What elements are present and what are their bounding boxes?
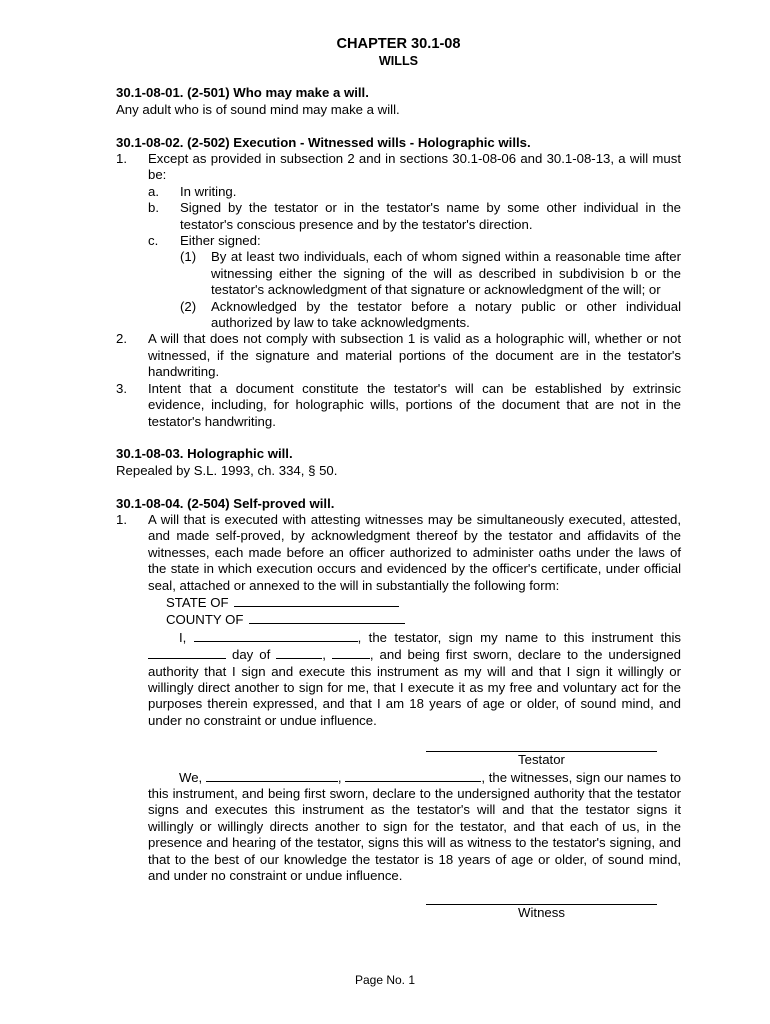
list-item (116, 381, 681, 430)
testator-label: Testator (518, 752, 565, 768)
witness-signature-line (426, 890, 657, 905)
section-text-01: Any adult who is of sound mind may make a will. (116, 101, 400, 117)
item-text: Either signed: (180, 233, 261, 249)
item-text: Acknowledged by the testator before a notary public or other individual authorized by law to take acknowledgments. (211, 298, 681, 331)
day-blank (148, 646, 226, 659)
testator-name-blank (194, 629, 358, 642)
testator-declaration (148, 629, 681, 729)
list-item (116, 151, 681, 184)
testator-i: I, (179, 629, 187, 645)
item-letter: a. (148, 183, 159, 199)
list-item (116, 331, 681, 380)
item-subnumber: (1) (180, 249, 197, 265)
list-item (148, 184, 681, 200)
month-blank (276, 646, 322, 659)
item-text: Intent that a document constitute the testator's will can be established by extrinsic evidence, including, for holographic wills, portions of the document that are not in the testator's handwriting. (148, 380, 681, 429)
date-comma: , (322, 647, 332, 663)
section-heading-04: 30.1-08-04. (2-504) Self-proved will. (116, 495, 335, 511)
item-text: Except as provided in subsection 2 and in sections 30.1-08-06 and 30.1-08-13, a will must be: (148, 151, 681, 183)
witness-text: , the witnesses, sign our names to this instrument, and being first sworn, declare to the undersigned authority that the testator signs and executes this instrument as the testator's will and that the testator signs it willingly or willingly directs another to sign for the testator, and that each of us, in the presence and hearing of the testator, signs this will as witness to the testator's signing, and that to the best of our knowledge the testator is 18 years of age or older, of sound mind, and under no constraint or undue influence. (148, 769, 681, 884)
witness1-blank (206, 769, 338, 782)
list-item (148, 200, 681, 233)
testator-part2: , and being first sworn, declare to the undersigned authority that I sign and execute this instrument as my will and that I sign it willingly or willingly direct another to sign for me, that I execute it as my free and voluntary act for the purposes therein expressed, and that I am 18 years of age or older, of sound mind, and under no constraint or undue influence. (148, 647, 681, 728)
section-text-03: Repealed by S.L. 1993, ch. 334, § 50. (116, 462, 338, 478)
list-item (180, 249, 681, 298)
day-of-text: day of (226, 647, 277, 663)
item-number: 2. (116, 331, 127, 347)
testator-part1: , the testator, sign my name to this instrument this (357, 629, 681, 645)
state-line (148, 594, 681, 611)
list-item (116, 512, 681, 729)
item-number: 1. (116, 511, 127, 527)
witness-label: Witness (518, 905, 565, 921)
state-blank (234, 594, 399, 607)
section-heading-02: 30.1-08-02. (2-502) Execution - Witnessed wills - Holographic wills. (116, 134, 531, 150)
state-of-label: STATE OF (166, 594, 229, 610)
county-line (148, 611, 681, 628)
year-blank (332, 646, 370, 659)
item-text: By at least two individuals, each of whom signed within a reasonable time after witnessing either the signing of the will as described in subdivision b or the testator's acknowledgment of that signature or acknowledgment of the will; or (211, 249, 681, 298)
county-of-label: COUNTY OF (166, 612, 244, 628)
item-text: In writing. (180, 183, 237, 199)
item-text: Signed by the testator or in the testator's name by some other individual in the testator's conscious presence and by the testator's direction. (180, 200, 681, 232)
section-heading-01: 30.1-08-01. (2-501) Who may make a will. (116, 85, 369, 101)
witness2-blank (345, 769, 481, 782)
item-text: A will that does not comply with subsection 1 is valid as a holographic will, whether or not witnessed, if the signature and material portions of the document are in the testator's handwriting. (148, 331, 681, 380)
item-number: 1. (116, 151, 127, 166)
list-item (148, 233, 681, 249)
item-body (148, 512, 681, 729)
county-blank (249, 611, 405, 624)
chapter-subtitle: WILLS (378, 54, 419, 68)
item-letter: b. (148, 200, 159, 216)
witness-comma: , (337, 769, 346, 785)
witness-declaration (148, 769, 681, 885)
list-item (180, 299, 681, 332)
chapter-title: CHAPTER 30.1-08 (336, 36, 461, 52)
item-number: 3. (116, 380, 127, 396)
document-page (116, 36, 681, 922)
page-number: Page No. 1 (354, 973, 416, 987)
item-letter: c. (148, 233, 159, 249)
section-heading-03: 30.1-08-03. Holographic will. (116, 446, 293, 462)
item-text: A will that is executed with attesting witnesses may be simultaneously executed, attested, and made self-proved, by acknowledgment thereof by the testator and affidavits of the witnesses, each made before an officer authorized to administer oaths under the laws of the state in which execution occurs and evidenced by the officer's certificate, under official seal, attached or annexed to the will in substantially the following form: (148, 511, 681, 593)
item-subnumber: (2) (180, 298, 197, 314)
testator-signature-line (426, 737, 657, 752)
we-text: We, (179, 769, 206, 785)
